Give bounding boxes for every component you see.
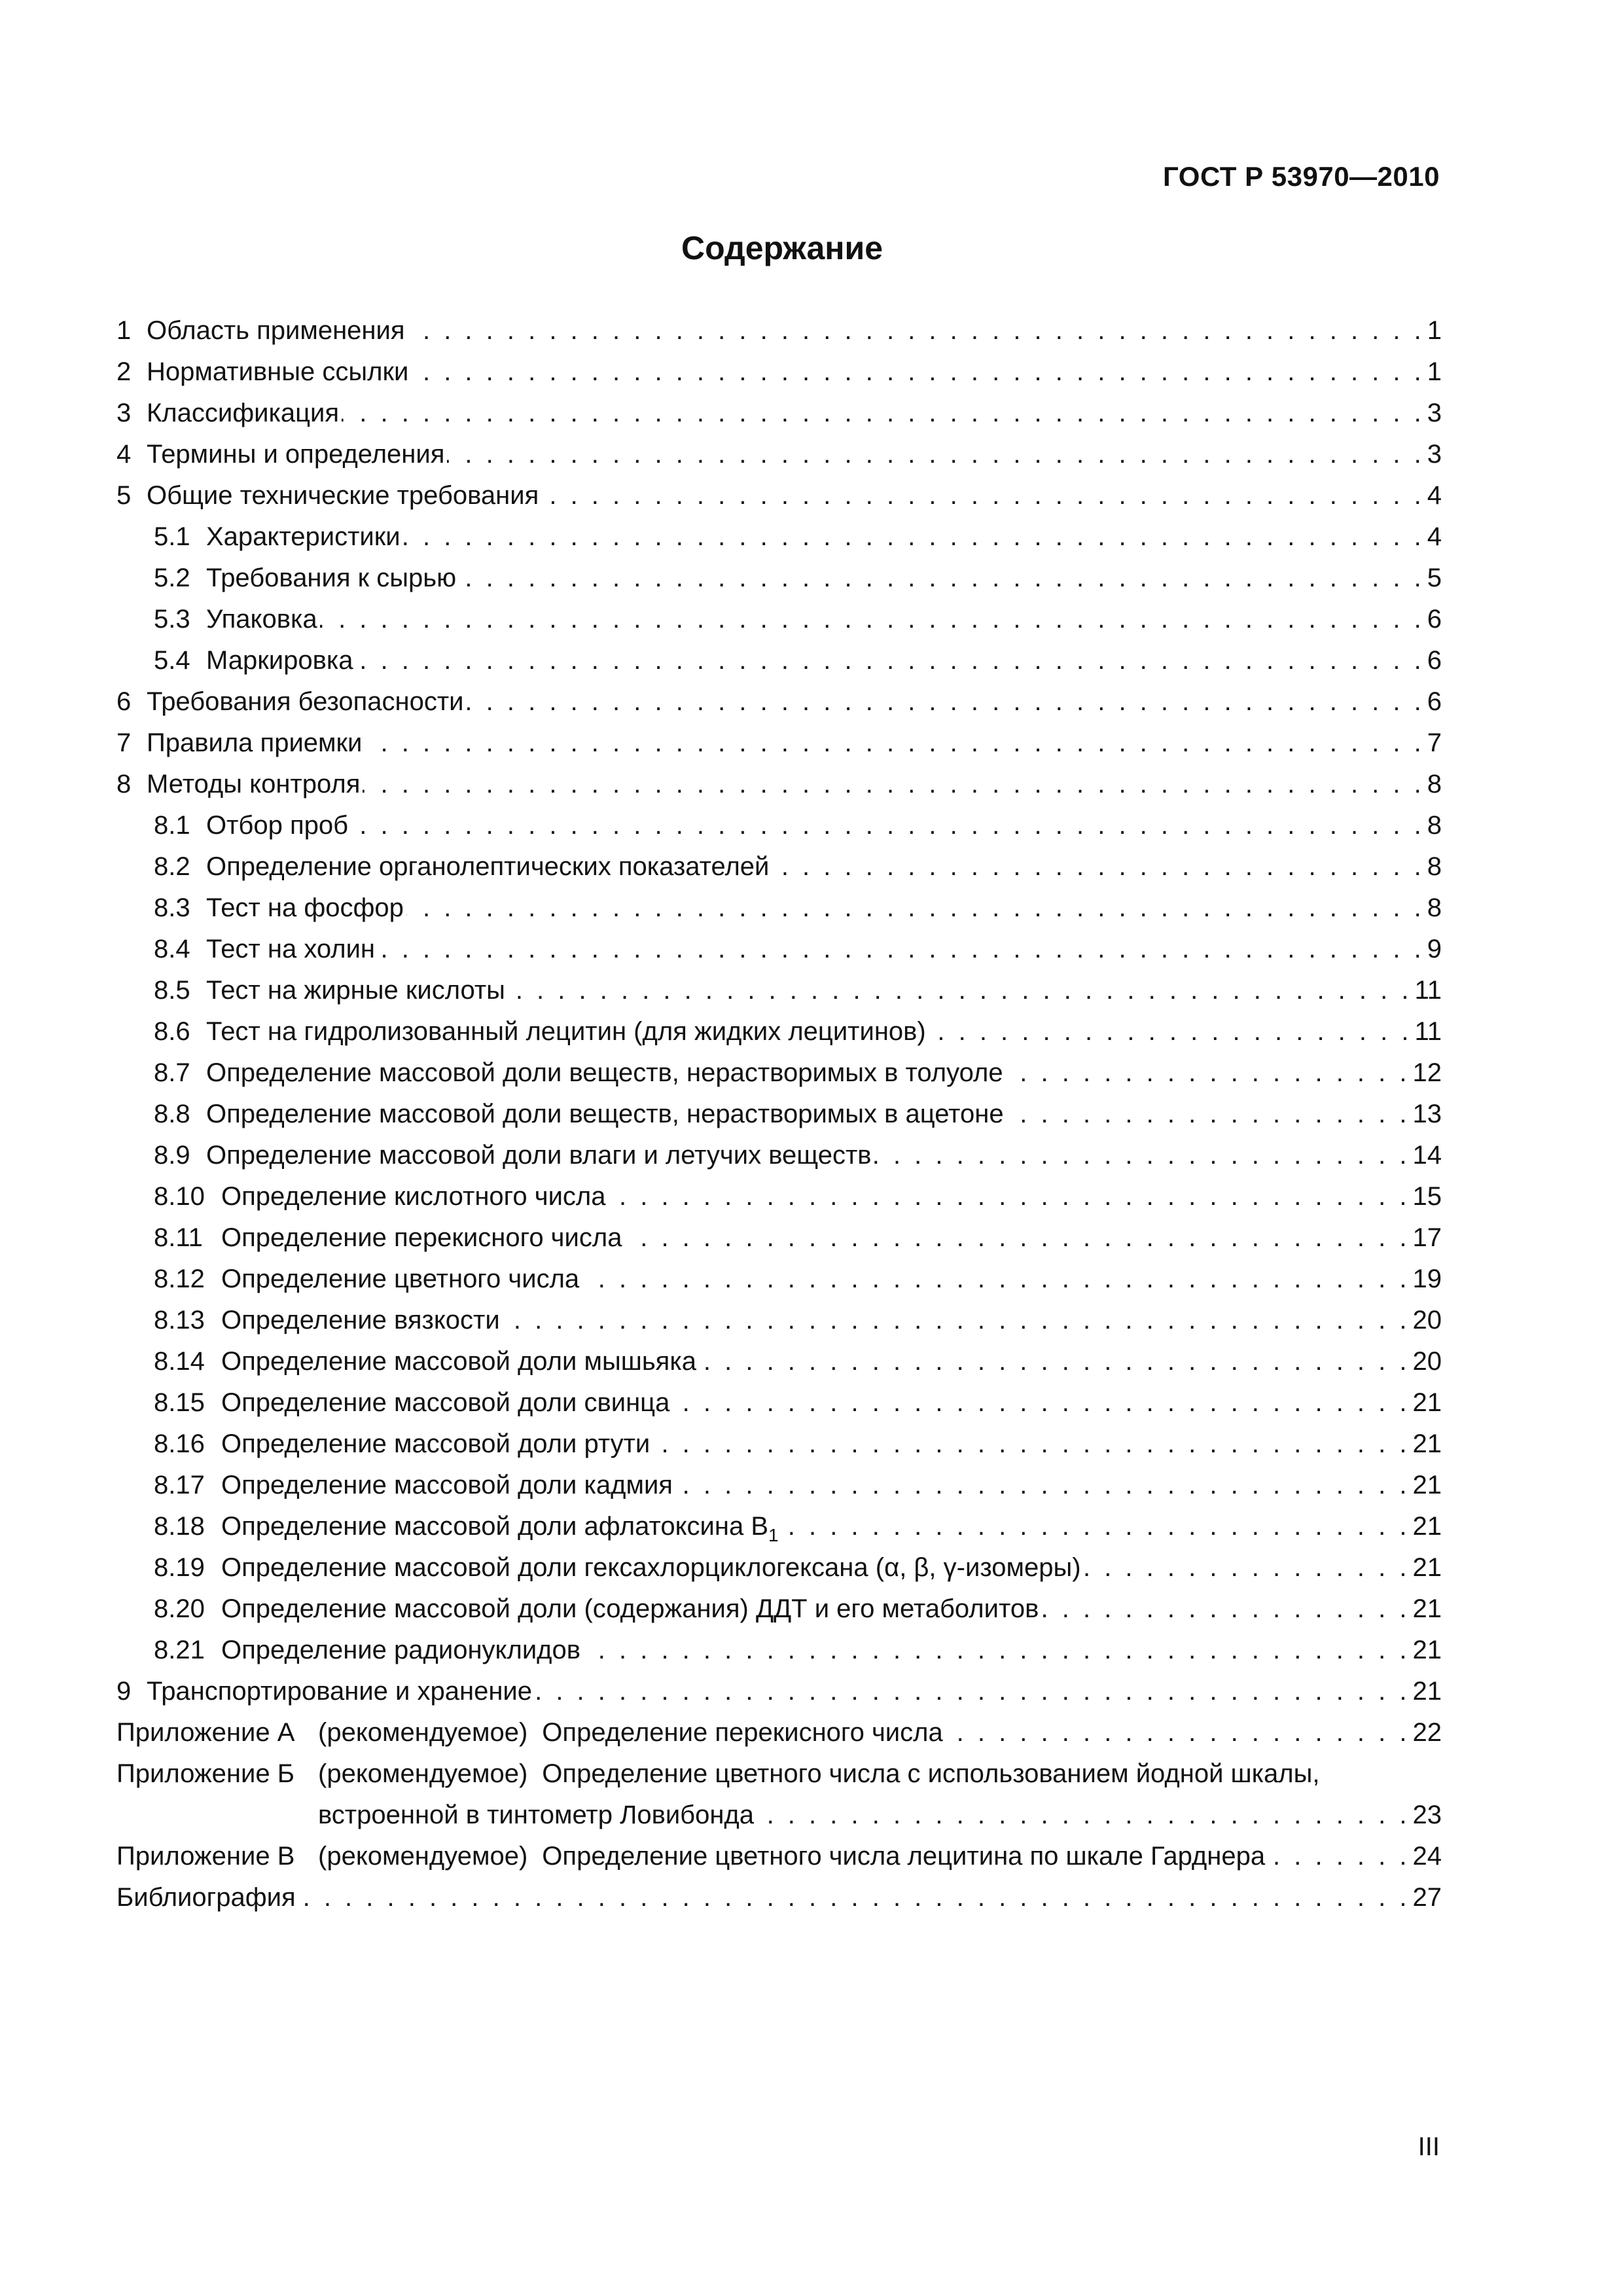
toc-entry-number: 8.7: [154, 1058, 190, 1087]
toc-entry[interactable]: [116, 1052, 1442, 1094]
annex-line-label: [318, 1836, 1265, 1877]
annex-line: [318, 1836, 1442, 1877]
dot-leader: [535, 1671, 1410, 1712]
dot-leader: [447, 434, 1424, 475]
dot-leader: [1007, 1094, 1410, 1135]
toc-entry-bibliography[interactable]: [116, 1877, 1442, 1918]
toc-entry-number: 8.11: [154, 1223, 203, 1252]
toc-entry[interactable]: [116, 516, 1442, 558]
toc-entry-number: 8: [116, 770, 132, 798]
toc-entry-page: 4: [1427, 522, 1442, 551]
toc-entry[interactable]: [116, 558, 1442, 599]
annex-title-continued: встроенной в тинтометр Ловибонда: [318, 1801, 754, 1829]
annex-body: [318, 1836, 1442, 1877]
dot-leader: [459, 558, 1425, 599]
toc-entry-number: 8.8: [154, 1100, 190, 1128]
toc-entry[interactable]: [116, 1011, 1442, 1052]
toc-entry[interactable]: [116, 1135, 1442, 1176]
toc-entry-label: Тест на фосфор: [206, 893, 404, 922]
toc-entry-number: 8.9: [154, 1141, 190, 1170]
toc-entry-number: 5: [116, 481, 132, 510]
annex-body: [318, 1753, 1442, 1836]
toc-entry-number: 8.3: [154, 893, 190, 922]
dot-leader: [929, 1011, 1412, 1052]
toc-entry[interactable]: [116, 805, 1442, 846]
toc-entry-number: 8.20: [154, 1594, 205, 1623]
dot-leader: [699, 1341, 1410, 1382]
toc-entry-page: 14: [1412, 1141, 1442, 1170]
toc-entry-number: 5.3: [154, 605, 190, 634]
toc-annex-entry[interactable]: [116, 1712, 1442, 1753]
dot-leader: [757, 1795, 1410, 1836]
annex-line-label: [318, 1712, 943, 1753]
annex-title: Определение перекисного числа: [542, 1718, 943, 1747]
dot-leader: [946, 1712, 1410, 1753]
toc-entry-label: Библиография: [116, 1883, 296, 1912]
toc-entry[interactable]: [116, 1547, 1442, 1588]
toc-entry[interactable]: [116, 1588, 1442, 1630]
dot-leader: [874, 1135, 1410, 1176]
toc-entry[interactable]: [116, 1300, 1442, 1341]
dot-leader: [298, 1877, 1410, 1918]
toc-entry-page: 11: [1414, 976, 1442, 1005]
toc-entry-label: Определение вязкости: [221, 1306, 500, 1335]
annex-kind: (рекомендуемое): [318, 1718, 528, 1747]
dot-leader: [1084, 1547, 1410, 1588]
toc-entry-label: Характеристики: [206, 522, 401, 551]
toc-entry[interactable]: [116, 1465, 1442, 1506]
toc-entry-label: Транспортирование и хранение: [147, 1677, 533, 1706]
toc-annex-entry[interactable]: [116, 1753, 1442, 1836]
dot-leader: [609, 1176, 1410, 1217]
toc-entry-label: Определение массовой доли мышьяка: [221, 1347, 696, 1376]
toc-entry-number: 9: [116, 1677, 132, 1706]
dot-leader: [351, 805, 1425, 846]
toc-entry-label: Тест на холин: [206, 935, 376, 963]
toc-entry-label: Область применения: [147, 316, 405, 345]
toc-entry-label: [221, 1506, 779, 1547]
dot-leader: [403, 516, 1425, 558]
toc-entry-page: 21: [1412, 1677, 1442, 1706]
dot-leader: [408, 310, 1425, 351]
toc-entry-number: 5.1: [154, 522, 190, 551]
annex-body: [318, 1712, 1442, 1753]
annex-kind: (рекомендуемое): [318, 1842, 528, 1871]
toc-entry-label: Определение массовой доли влаги и летучих веществ: [206, 1141, 872, 1170]
toc-entry[interactable]: [116, 1630, 1442, 1671]
dot-leader: [342, 393, 1425, 434]
toc-entry-number: 1: [116, 316, 132, 345]
toc-entry-label: Требования безопасности: [147, 687, 464, 716]
toc-entry-number: 8.17: [154, 1471, 205, 1499]
toc-entry-number: 8.16: [154, 1429, 205, 1458]
toc-entry-page: 9: [1427, 935, 1442, 963]
toc-entry[interactable]: [116, 599, 1442, 640]
toc-entry[interactable]: [116, 929, 1442, 970]
toc-entry-number: 7: [116, 728, 132, 757]
dot-leader: [675, 1465, 1410, 1506]
toc-entry-page: 21: [1412, 1471, 1442, 1499]
toc-entry[interactable]: [116, 1506, 1442, 1547]
toc-entry[interactable]: [116, 1424, 1442, 1465]
toc-entry-label: Правила приемки: [147, 728, 363, 757]
toc-entry-page: 8: [1427, 852, 1442, 881]
toc-entry-number: 8.12: [154, 1265, 205, 1293]
toc-entry-number: 8.2: [154, 852, 190, 881]
toc-entry-page: 6: [1427, 646, 1442, 675]
dot-leader: [541, 475, 1424, 516]
toc-entry-label: Определение массовой доли гексахлорциклогексана (α, β, γ-изомеры): [221, 1553, 1081, 1582]
annex-line-label: [318, 1753, 1319, 1795]
toc-entry[interactable]: [116, 310, 1442, 351]
dot-leader: [1041, 1588, 1410, 1630]
dot-leader: [672, 1382, 1410, 1424]
annex-name: Приложение В: [116, 1842, 295, 1871]
toc-entry-page: 5: [1427, 564, 1442, 592]
toc-entry-page: 3: [1427, 440, 1442, 469]
toc-entry-page: 20: [1412, 1306, 1442, 1335]
toc-entry-number: 8.15: [154, 1388, 205, 1417]
toc-entry-number: 8.6: [154, 1017, 190, 1046]
dot-leader: [1268, 1836, 1410, 1877]
toc-entry-page: 20: [1412, 1347, 1442, 1376]
toc-entry[interactable]: [116, 640, 1442, 681]
toc-entry[interactable]: [116, 393, 1442, 434]
toc-entry-label-text: Определение массовой доли афлатоксина B: [221, 1512, 768, 1541]
dot-leader: [320, 599, 1425, 640]
toc-entry-number: 2: [116, 357, 132, 386]
toc-entry-page: 24: [1412, 1842, 1442, 1871]
toc-entry-label: Классификация: [147, 399, 340, 427]
toc-entry-page: 12: [1412, 1058, 1442, 1087]
toc-entry-page: 7: [1427, 728, 1442, 757]
toc-entry-page: 11: [1414, 1017, 1442, 1046]
toc-entry-label: Определение массовой доли (содержания) ДДТ и его метаболитов: [221, 1594, 1039, 1623]
dot-leader: [583, 1630, 1410, 1671]
dot-leader: [363, 764, 1424, 805]
toc-entry-page: 3: [1427, 399, 1442, 427]
toc-entry-number: 8.4: [154, 935, 190, 963]
annex-kind: (рекомендуемое): [318, 1759, 528, 1788]
page-number: III: [1418, 2132, 1440, 2161]
toc-entry-page: 8: [1427, 770, 1442, 798]
dot-leader: [508, 970, 1412, 1011]
toc-entry-label: Маркировка: [206, 646, 353, 675]
toc-entry[interactable]: [116, 1094, 1442, 1135]
annex-title: Определение цветного числа с использованием йодной шкалы,: [542, 1759, 1320, 1788]
dot-leader: [411, 351, 1424, 393]
subscript: 1: [768, 1525, 779, 1545]
toc-entry-number: 3: [116, 399, 132, 427]
toc-entry-number: 8.21: [154, 1636, 205, 1664]
toc-entry-label: Определение цветного числа: [221, 1265, 580, 1293]
toc-entry-label: Требования к сырью: [206, 564, 457, 592]
toc-entry-page: 23: [1412, 1801, 1442, 1829]
toc-entry[interactable]: [116, 434, 1442, 475]
toc-entry-page: 19: [1412, 1265, 1442, 1293]
toc-entry-label: Определение органолептических показателей: [206, 852, 770, 881]
dot-leader: [1006, 1052, 1410, 1094]
toc-entry-page: 21: [1412, 1636, 1442, 1664]
toc-entry-page: 6: [1427, 605, 1442, 634]
annex-line: [318, 1712, 1442, 1753]
toc-entry-label: Определение перекисного числа: [221, 1223, 622, 1252]
dot-leader: [772, 846, 1424, 888]
toc-entry-page: 13: [1412, 1100, 1442, 1128]
toc-annex-entry[interactable]: [116, 1836, 1442, 1877]
toc-entry[interactable]: [116, 1259, 1442, 1300]
toc-entry-page: 21: [1412, 1429, 1442, 1458]
toc-entry[interactable]: [116, 970, 1442, 1011]
toc-entry-page: 1: [1427, 316, 1442, 345]
dot-leader: [781, 1506, 1410, 1547]
toc-entry-number: 8.1: [154, 811, 190, 840]
annex-name: Приложение Б: [116, 1759, 294, 1788]
toc-entry-label: Определение массовой доли свинца: [221, 1388, 670, 1417]
toc-entry-label: Отбор проб: [206, 811, 349, 840]
toc-entry-page: 15: [1412, 1182, 1442, 1211]
toc-entry-label: Определение массовой доли ртути: [221, 1429, 651, 1458]
toc-entry-number: 8.13: [154, 1306, 205, 1335]
toc-entry-page: 4: [1427, 481, 1442, 510]
toc-entry[interactable]: [116, 1176, 1442, 1217]
toc-entry-page: 6: [1427, 687, 1442, 716]
toc-entry[interactable]: [116, 681, 1442, 723]
toc-entry-label: Тест на гидролизованный лецитин (для жидких лецитинов): [206, 1017, 926, 1046]
dot-leader: [406, 888, 1425, 929]
toc-entry-page: 21: [1412, 1594, 1442, 1623]
dot-leader: [467, 681, 1425, 723]
toc-entry[interactable]: [116, 1382, 1442, 1424]
toc-entry-number: 8.18: [154, 1512, 205, 1541]
toc-entry[interactable]: [116, 723, 1442, 764]
dot-leader: [355, 640, 1424, 681]
dot-leader: [582, 1259, 1410, 1300]
table-of-contents: [116, 310, 1442, 1918]
toc-entry-page: 21: [1412, 1512, 1442, 1541]
toc-entry-page: 1: [1427, 357, 1442, 386]
toc-entry[interactable]: [116, 846, 1442, 888]
toc-entry-label: Тест на жирные кислоты: [206, 976, 505, 1005]
annex-name: Приложение А: [116, 1718, 295, 1747]
toc-entry[interactable]: [116, 475, 1442, 516]
toc-entry-label: Определение массовой доли кадмия: [221, 1471, 673, 1499]
toc-entry-label: Общие технические требования: [147, 481, 539, 510]
annex-title: Определение цветного числа лецитина по шкале Гарднера: [542, 1842, 1266, 1871]
dot-leader: [652, 1424, 1410, 1465]
toc-entry-number: 8.5: [154, 976, 190, 1005]
toc-entry-number: 8.10: [154, 1182, 205, 1211]
toc-entry-label: Определение кислотного числа: [221, 1182, 606, 1211]
toc-entry-number: 8.19: [154, 1553, 205, 1582]
toc-entry-label: Термины и определения: [147, 440, 445, 469]
toc-entry-label: Определение массовой доли веществ, нерастворимых в ацетоне: [206, 1100, 1004, 1128]
toc-entry[interactable]: [116, 764, 1442, 805]
dot-leader: [624, 1217, 1410, 1259]
toc-entry-label: Определение радионуклидов: [221, 1636, 581, 1664]
toc-entry-page: 27: [1412, 1883, 1442, 1912]
toc-entry-number: 6: [116, 687, 132, 716]
toc-entry-page: 21: [1412, 1553, 1442, 1582]
dot-leader: [378, 929, 1425, 970]
dot-leader: [365, 723, 1424, 764]
annex-line: [318, 1795, 1442, 1836]
toc-entry[interactable]: [116, 1671, 1442, 1712]
page-title: Содержание: [681, 230, 883, 266]
toc-entry-page: 17: [1412, 1223, 1442, 1252]
toc-entry-label: Определение массовой доли веществ, нерастворимых в толуоле: [206, 1058, 1003, 1087]
toc-entry-page: 8: [1427, 811, 1442, 840]
toc-entry-number: 5.4: [154, 646, 190, 675]
toc-entry-page: 22: [1412, 1718, 1442, 1747]
toc-entry-number: 4: [116, 440, 132, 469]
dot-leader: [503, 1300, 1410, 1341]
toc-entry[interactable]: [116, 1217, 1442, 1259]
toc-entry[interactable]: [116, 1341, 1442, 1382]
toc-entry-number: 5.2: [154, 564, 190, 592]
toc-entry-label: Методы контроля: [147, 770, 361, 798]
annex-line: [318, 1753, 1442, 1795]
toc-entry-page: 8: [1427, 893, 1442, 922]
toc-entry-page: 21: [1412, 1388, 1442, 1417]
toc-entry-number: 8.14: [154, 1347, 205, 1376]
document-code: ГОСТ Р 53970—2010: [1163, 161, 1440, 192]
toc-entry-label: Упаковка: [206, 605, 317, 634]
toc-entry[interactable]: [116, 351, 1442, 393]
toc-entry-label: Нормативные ссылки: [147, 357, 409, 386]
toc-entry[interactable]: [116, 888, 1442, 929]
